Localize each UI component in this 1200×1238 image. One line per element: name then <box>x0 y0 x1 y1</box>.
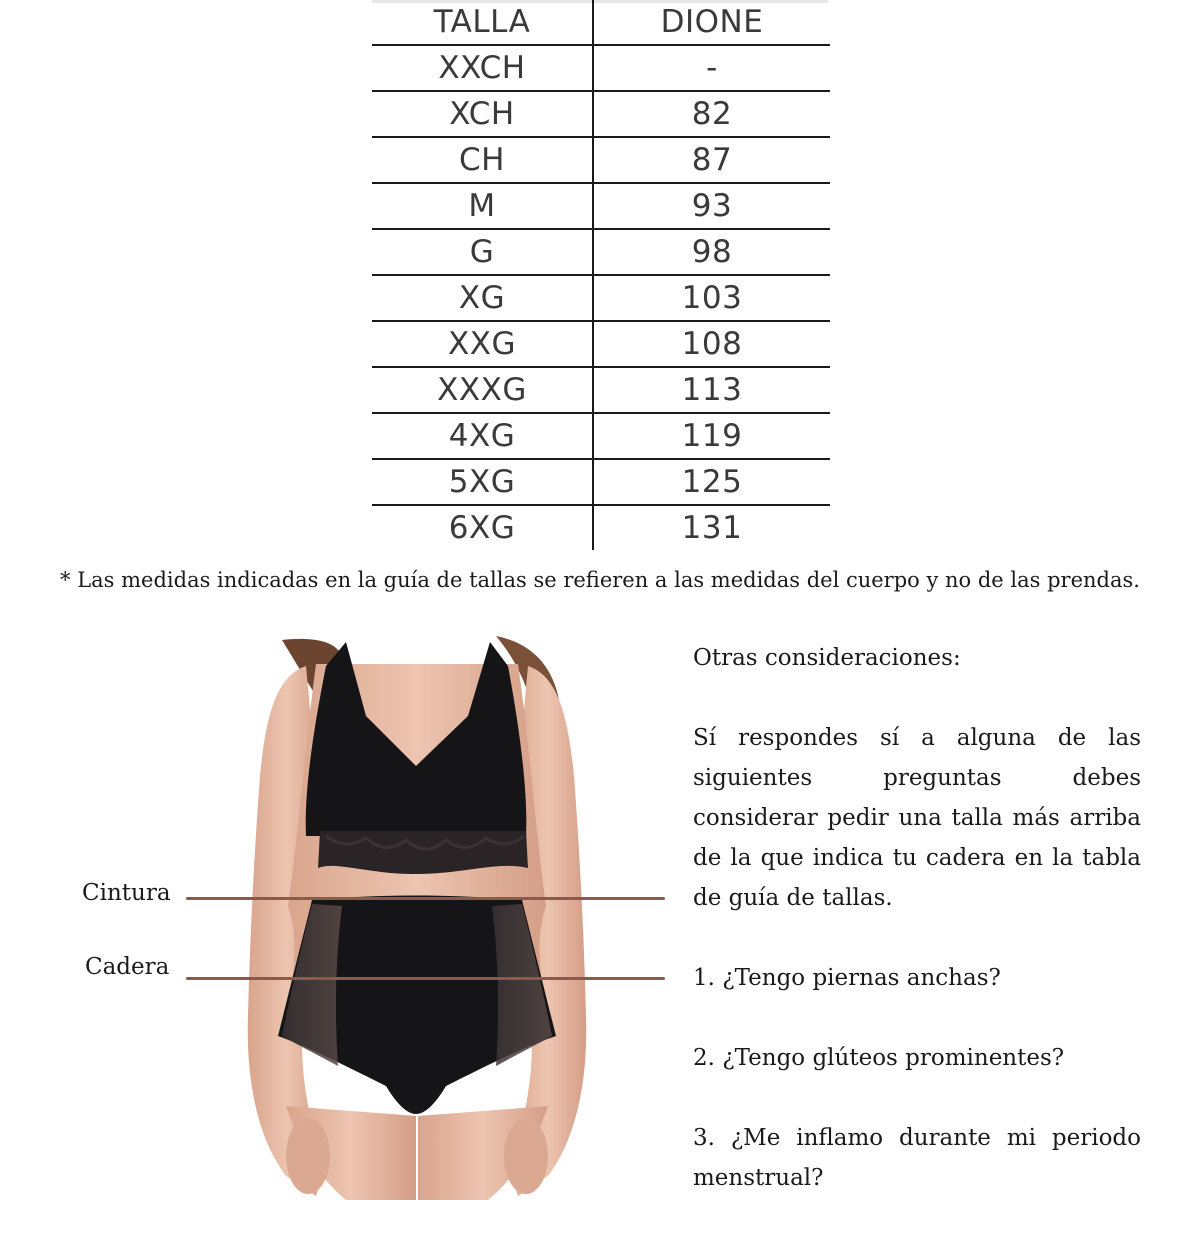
table-row <box>372 45 830 91</box>
table-row <box>372 367 830 413</box>
size-cell: 4XG <box>372 413 593 459</box>
size-cell: 5XG <box>372 459 593 505</box>
table-row <box>372 137 830 183</box>
size-cell: CH <box>372 137 593 183</box>
measure-cell: 131 <box>681 510 743 546</box>
size-cell: XXCH <box>372 45 593 91</box>
table-row <box>372 459 830 505</box>
hip-label: Cadera <box>85 954 170 980</box>
size-cell: XCH <box>372 91 593 137</box>
measure-cell: 103 <box>593 275 830 321</box>
measure-cell: - <box>593 45 830 91</box>
other-considerations <box>693 638 1141 1238</box>
measure-cell: 93 <box>593 183 830 229</box>
consideration-question: 1. ¿Tengo piernas anchas? <box>693 965 1001 991</box>
size-cell: G <box>372 229 593 275</box>
measure-cell: 119 <box>593 413 830 459</box>
table-header-row <box>372 0 830 45</box>
considerations-title: Otras consideraciones: <box>693 645 961 671</box>
table-row <box>372 505 830 550</box>
table-row <box>372 413 830 459</box>
hip-measure-line <box>186 977 665 980</box>
measure-cell: 82 <box>593 91 830 137</box>
table-row <box>372 321 830 367</box>
size-cell: M <box>372 183 593 229</box>
size-guide-note: * Las medidas indicadas en la guía de tallas se refieren a las medidas del cuerpo y no de las prendas. <box>60 568 1140 592</box>
measure-cell: 113 <box>593 367 830 413</box>
waist-measure-line <box>186 897 665 900</box>
table-row <box>372 275 830 321</box>
column-header-talla: TALLA <box>372 0 593 45</box>
body-figure <box>246 636 588 1200</box>
column-header-dione: DIONE <box>593 0 830 45</box>
size-chart-table <box>372 0 830 550</box>
measure-cell: 87 <box>593 137 830 183</box>
table-row <box>372 91 830 137</box>
waist-label: Cintura <box>82 880 171 906</box>
considerations-intro: Sí respondes sí a alguna de las siguientes preguntas debes considerar pedir una talla más arriba de la que indica tu cadera en la tabla de guía de tallas. <box>693 725 1141 911</box>
size-cell: XXG <box>372 321 593 367</box>
measure-cell: 98 <box>593 229 830 275</box>
measure-cell: 108 <box>593 321 830 367</box>
consideration-question: 2. ¿Tengo glúteos prominentes? <box>693 1045 1065 1071</box>
table-row <box>372 183 830 229</box>
body-figure-illustration <box>246 636 588 1200</box>
measure-cell: 125 <box>593 459 830 505</box>
size-cell: XXXG <box>372 367 593 413</box>
table-row <box>372 229 830 275</box>
consideration-question: 3. ¿Me inflamo durante mi periodo menstrual? <box>693 1125 1141 1191</box>
size-cell: 6XG <box>372 505 593 550</box>
size-cell: XG <box>372 275 593 321</box>
